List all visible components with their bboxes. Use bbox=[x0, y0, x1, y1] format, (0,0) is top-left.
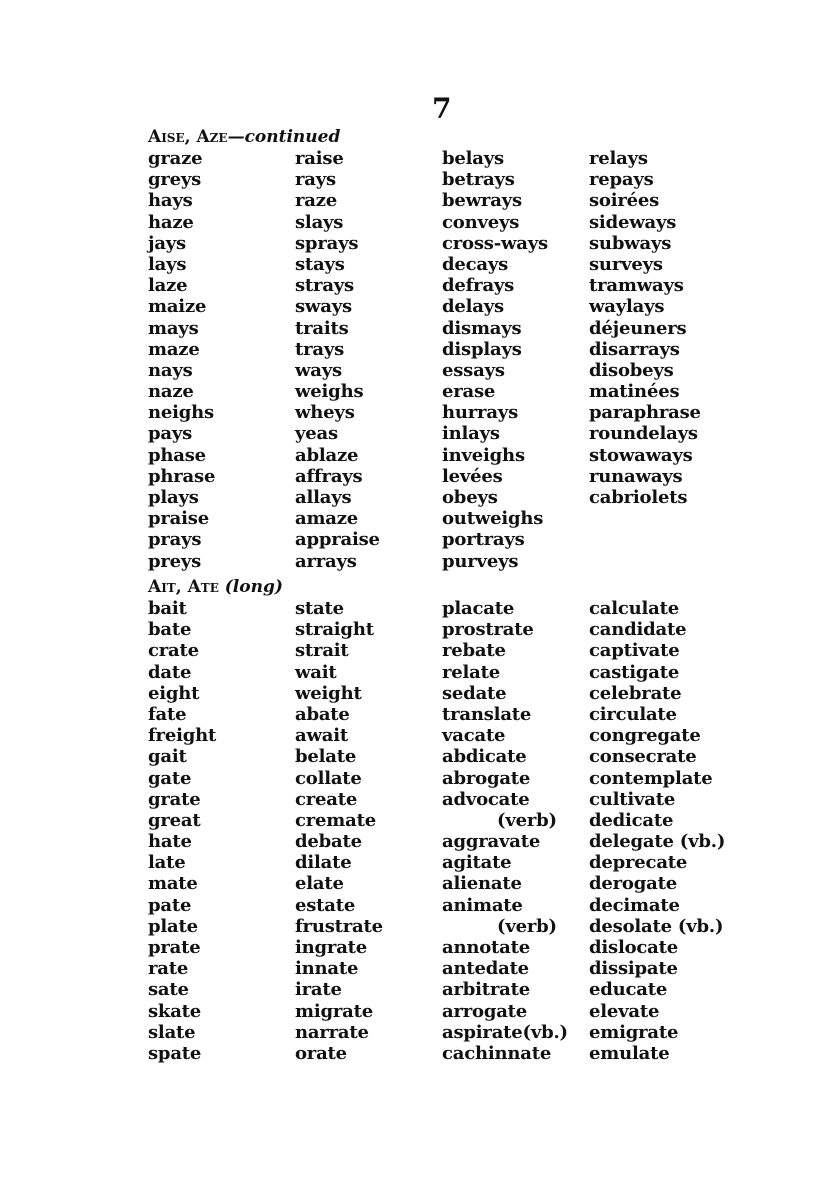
rhyme-word: debate bbox=[295, 831, 362, 853]
rhyme-word: elate bbox=[295, 873, 344, 895]
rhyme-word: migrate bbox=[295, 1000, 373, 1022]
rhyme-word: cachinnate bbox=[442, 1042, 552, 1064]
rhyme-word: maize bbox=[148, 296, 207, 318]
rhyme-word: relate bbox=[442, 661, 501, 683]
rhyme-word: stays bbox=[295, 253, 345, 275]
rhyme-word: betrays bbox=[442, 169, 515, 191]
word-column-1 bbox=[148, 598, 295, 1064]
rhyme-word: calculate bbox=[589, 598, 679, 619]
rhyme-word: paraphrase bbox=[589, 402, 701, 424]
rhyme-word: raze bbox=[295, 190, 338, 212]
rhyme-word: defrays bbox=[442, 275, 515, 297]
rhyme-word: advocate bbox=[442, 788, 530, 810]
rhyme-word: weight bbox=[295, 682, 362, 704]
word-grid bbox=[148, 148, 736, 572]
rhyme-word: outweighs bbox=[442, 508, 544, 530]
rhyme-word: eight bbox=[148, 682, 200, 704]
rhyme-word: agitate bbox=[442, 852, 512, 874]
rhyme-word: belate bbox=[295, 746, 357, 768]
rhyme-word: yeas bbox=[295, 423, 338, 445]
rhyme-word: strays bbox=[295, 275, 354, 297]
rhyme-word: graze bbox=[148, 148, 203, 169]
rhyme-word: lays bbox=[148, 253, 187, 275]
rhyme-word: arrays bbox=[295, 550, 357, 572]
rhyme-word: innate bbox=[295, 958, 359, 980]
rhyme-word: create bbox=[295, 788, 358, 810]
rhyme-word: allays bbox=[295, 487, 352, 508]
rhyme-word: traits bbox=[295, 317, 349, 339]
rhyme-word: inlays bbox=[442, 423, 500, 445]
rhyme-word: displays bbox=[442, 338, 522, 360]
rhyme-word: delegate (vb.) bbox=[589, 831, 726, 853]
rhyme-word: freight bbox=[148, 725, 217, 747]
rhyme-word: stowaways bbox=[589, 444, 693, 466]
rhyme-word: aspirate(vb.) bbox=[442, 1021, 568, 1043]
rhyme-word: déjeuners bbox=[589, 317, 687, 339]
rhyme-word: vacate bbox=[442, 725, 506, 747]
word-column-3 bbox=[442, 598, 589, 1064]
rhyme-word: celebrate bbox=[589, 682, 682, 704]
rhyme-word: slate bbox=[148, 1021, 196, 1043]
rhyme-word: phase bbox=[148, 444, 206, 466]
rhyme-word: sways bbox=[295, 296, 352, 318]
rhyme-word: disobeys bbox=[589, 359, 674, 381]
rhyme-word: essays bbox=[442, 359, 505, 381]
page-number: 7 bbox=[432, 92, 452, 125]
rhyme-word: obeys bbox=[442, 487, 498, 508]
rhyme-word: purveys bbox=[442, 550, 519, 572]
rhyme-word: bewrays bbox=[442, 190, 522, 212]
rhyme-word: placate bbox=[442, 598, 515, 619]
rhyme-word: prays bbox=[148, 529, 202, 551]
heading-rhyme: Aise, Aze bbox=[148, 127, 228, 147]
rhyme-word: dismays bbox=[442, 317, 522, 339]
rhyme-word: preys bbox=[148, 550, 202, 572]
section-ait-ate bbox=[148, 576, 736, 1064]
rhyme-word: mays bbox=[148, 317, 199, 339]
rhyme-word: arbitrate bbox=[442, 979, 530, 1001]
rhyme-word: plays bbox=[148, 487, 199, 508]
rhyme-word: tramways bbox=[589, 275, 684, 297]
rhyme-word: ways bbox=[295, 359, 342, 381]
rhyme-word: emigrate bbox=[589, 1021, 679, 1043]
rhyme-word: dedicate bbox=[589, 809, 674, 831]
rhyme-word: alienate bbox=[442, 873, 522, 895]
rhyme-word: haze bbox=[148, 211, 194, 233]
rhyme-word: affrays bbox=[295, 465, 363, 487]
rhyme-word: await bbox=[295, 725, 348, 747]
rhyme-word: bait bbox=[148, 598, 187, 619]
rhyme-word: neighs bbox=[148, 402, 214, 424]
rhyme-word: skate bbox=[148, 1000, 202, 1022]
rhyme-word: candidate bbox=[589, 619, 687, 641]
word-column-1 bbox=[148, 148, 295, 572]
rhyme-word: captivate bbox=[589, 640, 680, 662]
rhyme-word: nays bbox=[148, 359, 193, 381]
rhyme-word: contemplate bbox=[589, 767, 713, 789]
rhyme-word: subways bbox=[589, 232, 672, 254]
rhyme-word: conveys bbox=[442, 211, 520, 233]
rhyme-word: prate bbox=[148, 937, 201, 958]
rhyme-word: great bbox=[148, 809, 201, 831]
rhyme-word: maze bbox=[148, 338, 200, 360]
rhyme-word: derogate bbox=[589, 873, 677, 895]
rhyme-word: cultivate bbox=[589, 788, 676, 810]
rhyme-word: abrogate bbox=[442, 767, 531, 789]
rhyme-word: state bbox=[295, 598, 344, 619]
rhyme-word: prostrate bbox=[442, 619, 534, 641]
rhyme-word: praise bbox=[148, 508, 209, 530]
rhyme-word: appraise bbox=[295, 529, 380, 551]
rhyme-word: elevate bbox=[589, 1000, 660, 1022]
rhyme-word: ablaze bbox=[295, 444, 359, 466]
rhyme-word: cross-ways bbox=[442, 232, 548, 254]
rhyme-word: waylays bbox=[589, 296, 665, 318]
rhyme-word: cremate bbox=[295, 809, 376, 831]
rhyme-word: gate bbox=[148, 767, 192, 789]
rhyme-word: matinées bbox=[589, 381, 680, 403]
rhyme-word: raise bbox=[295, 148, 344, 169]
rhyme-word: frustrate bbox=[295, 915, 383, 937]
rhyme-word: mate bbox=[148, 873, 198, 895]
rhyme-word: jays bbox=[148, 232, 186, 254]
rhyme-word: laze bbox=[148, 275, 188, 297]
rhyme-word: arrogate bbox=[442, 1000, 528, 1022]
rhyme-word: pays bbox=[148, 423, 193, 445]
rhyme-word: surveys bbox=[589, 253, 663, 275]
rhyme-word: repays bbox=[589, 169, 654, 191]
rhyme-word: abdicate bbox=[442, 746, 527, 768]
rhyme-word: educate bbox=[589, 979, 668, 1001]
rhyme-word: hurrays bbox=[442, 402, 518, 424]
rhyme-word: translate bbox=[442, 703, 532, 725]
rhyme-word: wheys bbox=[295, 402, 355, 424]
rhyme-word: date bbox=[148, 661, 192, 683]
rhyme-word: (verb) bbox=[497, 809, 557, 831]
rhyme-word: wait bbox=[295, 661, 337, 683]
rhyme-word: (verb) bbox=[497, 915, 557, 937]
rhyme-word: sedate bbox=[442, 682, 507, 704]
rhyme-word: animate bbox=[442, 894, 523, 916]
heading-rhyme: Ait, Ate bbox=[148, 577, 219, 597]
rhyme-word: narrate bbox=[295, 1021, 369, 1043]
rhyme-word: disarrays bbox=[589, 338, 680, 360]
rhyme-word: hate bbox=[148, 831, 192, 853]
rhyme-word: orate bbox=[295, 1042, 347, 1064]
word-column-2 bbox=[295, 148, 442, 572]
rhyme-word: plate bbox=[148, 915, 198, 937]
word-column-3 bbox=[442, 148, 589, 572]
rhyme-word: sideways bbox=[589, 211, 677, 233]
rhyme-word: runaways bbox=[589, 465, 683, 487]
rhyme-word: collate bbox=[295, 767, 362, 789]
heading-note: —continued bbox=[227, 127, 341, 147]
rhyme-word: dilate bbox=[295, 852, 352, 874]
word-grid bbox=[148, 598, 736, 1064]
rhyme-word: deprecate bbox=[589, 852, 688, 874]
rhyme-word: estate bbox=[295, 894, 356, 916]
word-column-4 bbox=[589, 598, 736, 1064]
rhyme-word: cabriolets bbox=[589, 487, 688, 508]
rhyme-word: hays bbox=[148, 190, 193, 212]
section-aise-aze bbox=[148, 126, 736, 572]
rhyme-word: sate bbox=[148, 979, 189, 1001]
rhyme-word: gait bbox=[148, 746, 187, 768]
rhyme-word: straight bbox=[295, 619, 374, 641]
rhyme-word: roundelays bbox=[589, 423, 698, 445]
rhyme-word: rebate bbox=[442, 640, 506, 662]
rhyme-word: amaze bbox=[295, 508, 359, 530]
rhyme-word: strait bbox=[295, 640, 349, 662]
rhyme-word: crate bbox=[148, 640, 199, 662]
rhyme-word: spate bbox=[148, 1042, 202, 1064]
rhyme-word: fate bbox=[148, 703, 187, 725]
rhyme-word: grate bbox=[148, 788, 201, 810]
rhyme-word: antedate bbox=[442, 958, 529, 980]
rhyme-word: emulate bbox=[589, 1042, 670, 1064]
rhyme-word: late bbox=[148, 852, 186, 874]
rhyme-word: weighs bbox=[295, 381, 364, 403]
rhyme-word: rate bbox=[148, 958, 189, 980]
rhyme-word: portrays bbox=[442, 529, 525, 551]
heading-note: (long) bbox=[224, 577, 283, 597]
rhyme-word: desolate (vb.) bbox=[589, 915, 724, 937]
section-heading bbox=[148, 576, 736, 598]
rhyme-word: naze bbox=[148, 381, 194, 403]
rhyme-word: decays bbox=[442, 253, 509, 275]
word-column-2 bbox=[295, 598, 442, 1064]
rhyme-word: decimate bbox=[589, 894, 680, 916]
rhyme-word: circulate bbox=[589, 703, 677, 725]
rhyme-word: annotate bbox=[442, 937, 530, 958]
rhyme-word: erase bbox=[442, 381, 496, 403]
rhyme-word: delays bbox=[442, 296, 504, 318]
rhyme-word: abate bbox=[295, 703, 350, 725]
section-heading bbox=[148, 126, 736, 148]
rhyme-word: phrase bbox=[148, 465, 216, 487]
rhyme-word: castigate bbox=[589, 661, 680, 683]
rhyme-word: sprays bbox=[295, 232, 359, 254]
rhyme-word: aggravate bbox=[442, 831, 541, 853]
word-column-4 bbox=[589, 148, 736, 572]
rhyme-word: ingrate bbox=[295, 937, 368, 958]
rhyme-word: greys bbox=[148, 169, 202, 191]
rhyme-word: rays bbox=[295, 169, 336, 191]
rhyme-word: slays bbox=[295, 211, 344, 233]
rhyme-word: consecrate bbox=[589, 746, 697, 768]
rhyme-word: dissipate bbox=[589, 958, 678, 980]
rhyme-word: bate bbox=[148, 619, 192, 641]
rhyme-word: relays bbox=[589, 148, 648, 169]
rhyme-word: irate bbox=[295, 979, 342, 1001]
rhyme-word: pate bbox=[148, 894, 192, 916]
rhyme-word: inveighs bbox=[442, 444, 525, 466]
rhyme-word: soirées bbox=[589, 190, 660, 212]
rhyme-word: trays bbox=[295, 338, 345, 360]
rhyme-word: dislocate bbox=[589, 937, 678, 958]
rhyme-word: congregate bbox=[589, 725, 701, 747]
rhyme-word: levées bbox=[442, 465, 503, 487]
rhyme-word: belays bbox=[442, 148, 504, 169]
